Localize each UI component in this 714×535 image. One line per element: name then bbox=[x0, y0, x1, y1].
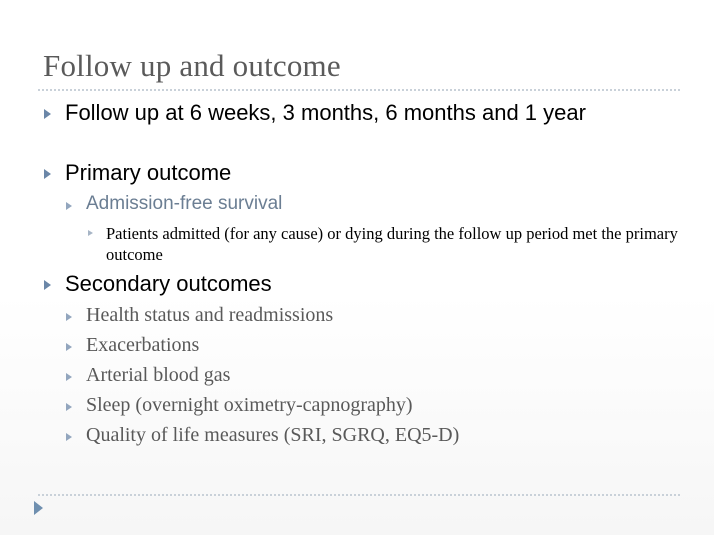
sub-bullet-triangle-icon bbox=[66, 373, 72, 381]
triangle-right-icon bbox=[34, 501, 43, 515]
bullet-primary-outcome-definition: Patients admitted (for any cause) or dying during the follow up period met the primary outcome bbox=[106, 224, 678, 264]
bullet-arterial-blood-gas: Arterial blood gas bbox=[86, 364, 231, 386]
slide-title: Follow up and outcome bbox=[43, 48, 341, 83]
sub-bullet-triangle-icon bbox=[66, 202, 72, 210]
sub-bullet-triangle-icon bbox=[66, 403, 72, 411]
bullet-sleep: Sleep (overnight oximetry-capnography) bbox=[86, 394, 413, 416]
bullet-exacerbations: Exacerbations bbox=[86, 334, 200, 356]
bullet-triangle-icon bbox=[44, 109, 51, 119]
bullet-secondary-outcomes: Secondary outcomes bbox=[65, 271, 272, 296]
sub-bullet-triangle-icon bbox=[66, 343, 72, 351]
bullet-primary-outcome: Primary outcome bbox=[65, 160, 232, 185]
bullet-quality-of-life: Quality of life measures (SRI, SGRQ, EQ5-D) bbox=[86, 424, 460, 446]
footer-divider bbox=[38, 494, 680, 496]
bullet-admission-free-survival: Admission-free survival bbox=[86, 193, 283, 214]
sub-sub-bullet-triangle-icon bbox=[88, 230, 93, 236]
bullet-triangle-icon bbox=[44, 280, 51, 290]
bullet-triangle-icon bbox=[44, 169, 51, 179]
title-divider bbox=[38, 89, 680, 91]
sub-bullet-triangle-icon bbox=[66, 433, 72, 441]
bullet-follow-up: Follow up at 6 weeks, 3 months, 6 months and 1 year bbox=[65, 100, 586, 125]
bullet-health-status: Health status and readmissions bbox=[86, 304, 334, 326]
sub-bullet-triangle-icon bbox=[66, 313, 72, 321]
